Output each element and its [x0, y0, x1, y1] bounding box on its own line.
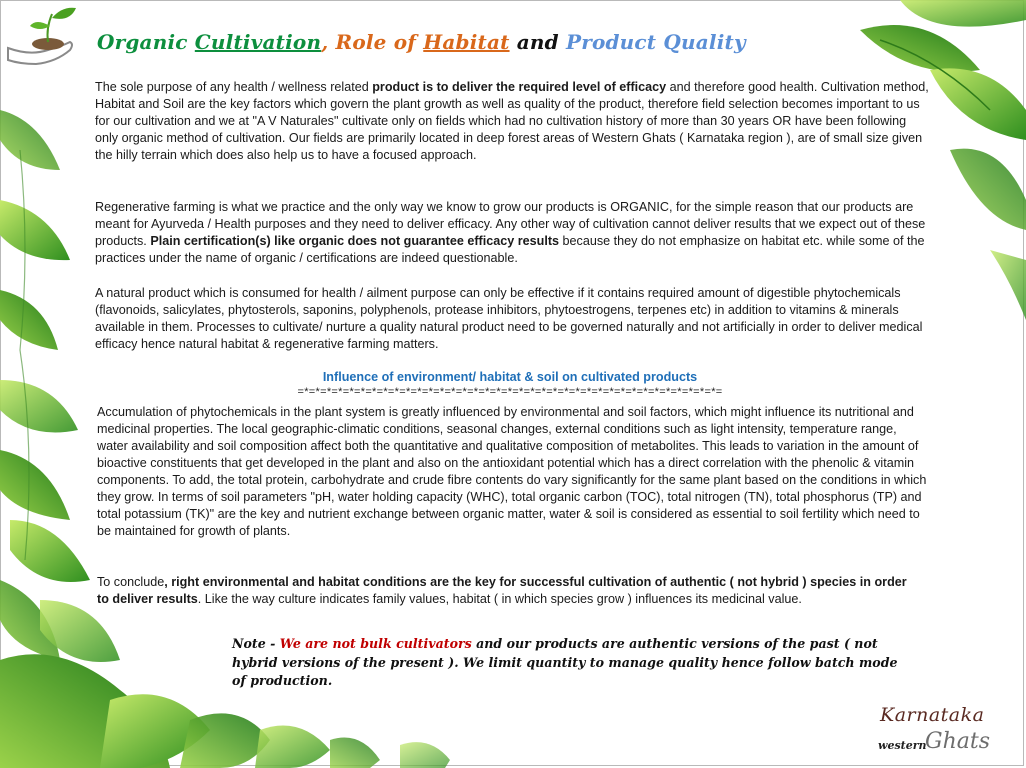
p5-text-a: To conclude [97, 575, 165, 589]
brand-ghats: Ghats [925, 729, 990, 754]
paragraph-purpose [95, 79, 931, 164]
p2-text-b: because they do not emphasize on habitat etc. while some of the practices under the name of organic / certifications are indeed questionable. [95, 234, 925, 265]
title-part-product-quality: Product Quality [565, 30, 746, 54]
p1-text-a: The sole purpose of any health / wellness related [95, 80, 373, 94]
paragraph-conclusion [97, 574, 907, 608]
section-heading: Influence of environment/ habitat & soil on cultivated products [322, 370, 698, 384]
paragraph-natural-product: A natural product which is consumed for health / ailment purpose can only be effective if it contains required amount of digestible phytochemicals (flavonoids, salicylates, phytosterols, saponins, polyphenols, protease inhibitors, phytoestrogens, terpenes etc) in addition to vitamins & minerals available in them. Processes to cultivate/ nurture a quality natural product need to be governed naturally and not artificially in order to deliver medical efficacy hence natural habitat & regenerative farming matters. [95, 286, 923, 351]
title-part-cultivation: Cultivation [194, 30, 322, 54]
paragraph-regenerative [95, 199, 931, 267]
brand-karnataka: Karnataka [880, 704, 985, 726]
brand-western: western [878, 739, 927, 752]
paragraph-phytochemicals: Accumulation of phytochemicals in the plant system is greatly influenced by environmental and soil factors, which might influence its nutritional and medicinal properties. The local geographic-climatic conditions, seasonal changes, external conditions such as light intensity, temperature range, water availability and soil composition affect both the quantitative and qualitative composition of metabolites. This leads to variation in the amount of bioactive constituents that get developed in the plant and also on the antioxidant potential which has a direct correlation with the phenolic & vitamin components. To add, the total protein, carbohydrate and crude fibre contents do vary significantly for the same plant based on the conditions in which they grow. In terms of soil parameters "pH, water holding capacity (WHC), total organic carbon (TOC), total nitrogen (TN), total phosphorus (TP) and total potassium (TK)" are the key and nutrient exchange between organic matter, water & soil is considered as essential to soil fertility which need to be maintained for growth of plants. [97, 405, 927, 538]
title-part-and: and [509, 30, 566, 54]
note-label: Note - [232, 636, 280, 651]
note-block [232, 635, 912, 691]
p1-text-b: and therefore good health. Cultivation method, Habitat and Soil are the key factors which govern the plant growth as well as quality of the product, therefore field selection becomes important to us for our cultivation and we at "A V Naturales" cultivate only on fields which had no cultivation history of more than 30 years OR have been following only organic method of cultivation. Our fields are primarily located in deep forest areas of Western Ghats ( Karnataka region ), are of small size given the hilly terrain which does also help us to have a focused approach. [95, 80, 929, 162]
p5-text-b: . Like the way culture indicates family values, habitat ( in which species grow ) influences its medicinal value. [197, 592, 802, 606]
section-divider: =*=*=*=*=*=*=*=*=*=*=*=*=*=*=*=*=*=*=*=*=*=*=*=*=*=*=*=*=*=*=*=*=*=*=*=*=*= [297, 386, 723, 398]
p2-bold: Plain certification(s) like organic does not guarantee efficacy results [150, 234, 560, 248]
title-part-organic: Organic [97, 30, 195, 54]
note-text: and our products are authentic versions of the past ( not hybrid versions of the present ). We limit quantity to manage quality hence follow batch mode of production. [232, 636, 898, 688]
title-part-role-of: , Role of [321, 30, 424, 54]
p1-bold: product is to deliver the required level of efficacy [372, 80, 667, 94]
p2-text-a: Regenerative farming is what we practice and the only way we know to grow our products is ORGANIC, for the simple reason that our products are meant for Ayurveda / Health purposes and they need to deliver efficacy. Any other way of cultivation cannot deliver results that we expect out of these products. [95, 200, 926, 248]
hand-sprout-icon [8, 8, 76, 64]
note-highlight: We are not bulk cultivators [279, 636, 472, 651]
title-part-habitat: Habitat [423, 30, 510, 54]
page-title [97, 30, 746, 54]
p5-bold: , right environmental and habitat conditions are the key for successful cultivation of authentic ( not hybrid ) species in order to deliver results [97, 575, 907, 606]
